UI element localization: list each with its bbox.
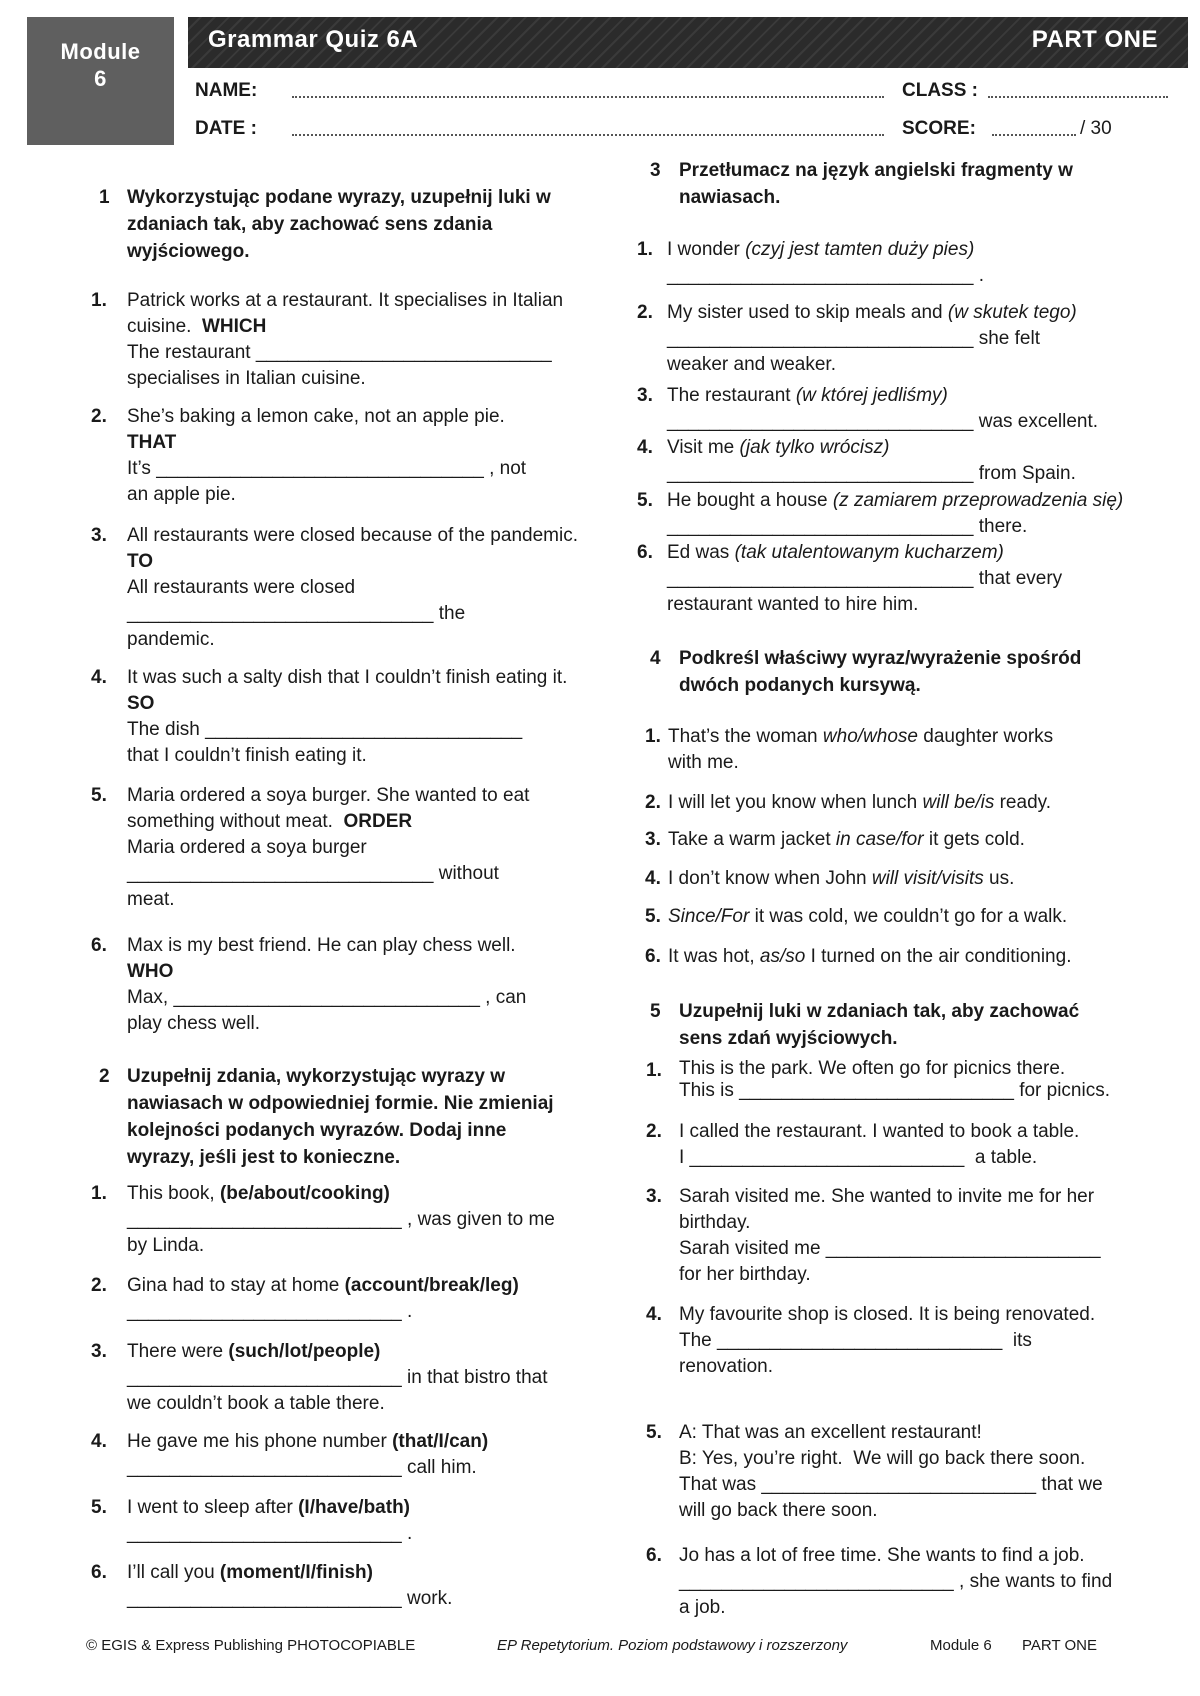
part-label: PART ONE: [1031, 26, 1158, 53]
score-field[interactable]: [992, 132, 1076, 136]
list-item: He gave me his phone number (that/I/can) __________________________ call him.: [127, 1431, 489, 1478]
score-total: / 30: [1080, 118, 1112, 139]
list-item: It was such a salty dish that I couldn’t finish eating it. SO The dish ______________________________ that I couldn’t finish eating it.: [127, 667, 573, 766]
list-item: Since/For it was cold, we couldn’t go for a walk.: [668, 906, 1068, 927]
date-field[interactable]: [292, 132, 884, 136]
list-item: He bought a house (z zamiarem przeprowadzenia się) _____________________________ there.: [667, 490, 1124, 537]
list-item: This book, (be/about/cooking) __________________________ , was given to me by Linda.: [127, 1183, 555, 1256]
list-item: Maria ordered a soya burger. She wanted to eat something without meat. ORDER Maria ordered a soya burger _____________________________ without meat.: [127, 785, 530, 910]
list-item: I wonder (czyj jest tamten duży pies) _____________________________ .: [667, 239, 984, 286]
quiz-title: Grammar Quiz 6A: [208, 26, 419, 53]
class-label: CLASS :: [902, 80, 978, 101]
footer-part: PART ONE: [1022, 1637, 1098, 1654]
section-4-number: 4: [650, 648, 661, 669]
name-field[interactable]: [292, 94, 884, 98]
list-item: All restaurants were closed because of the pandemic. TO All restaurants were closed _____________________________ the pandemic.: [127, 525, 584, 650]
list-item: Max is my best friend. He can play chess well. WHO Max, _____________________________ , can play chess well.: [127, 935, 527, 1034]
list-item: My sister used to skip meals and (w skutek tego) _____________________________ she felt weaker and weaker.: [667, 302, 1077, 375]
list-item: Visit me (jak tylko wrócisz) _____________________________ from Spain.: [667, 437, 1076, 484]
list-item: My favourite shop is closed. It is being renovated. The ___________________________ its renovation.: [679, 1304, 1096, 1377]
section-3-title: Przetłumacz na język angielski fragmenty w nawiasach.: [679, 160, 1073, 208]
list-item: Sarah visited me. She wanted to invite me for her birthday. Sarah visited me __________________________ for her birthday.: [679, 1186, 1101, 1285]
module-badge: [27, 17, 174, 145]
list-item: Take a warm jacket in case/for it gets cold.: [668, 829, 1025, 850]
name-label: NAME:: [195, 80, 258, 101]
list-item: There were (such/lot/people) __________________________ in that bistro that we couldn’t book a table there.: [127, 1341, 548, 1414]
list-item: I don’t know when John will visit/visits us.: [668, 868, 1015, 889]
footer-module: Module 6: [930, 1637, 992, 1654]
footer-copyright: © EGIS & Express Publishing PHOTOCOPIABLE: [86, 1637, 416, 1654]
list-item: Gina had to stay at home (account/break/leg) __________________________ .: [127, 1275, 519, 1322]
title-bar: [188, 17, 1188, 68]
list-item: I called the restaurant. I wanted to book a table. I __________________________ a table.: [679, 1121, 1080, 1168]
section-2-title: Uzupełnij zdania, wykorzystując wyrazy w nawiasach w odpowiedniej formie. Nie zmieniaj kolejności podanych wyrazów. Dodaj inne wyrazy, jeśli jest to konieczne.: [127, 1066, 554, 1168]
list-item: I will let you know when lunch will be/is ready.: [668, 792, 1052, 813]
list-item: Ed was (tak utalentowanym kucharzem) _____________________________ that every restaurant wanted to hire him.: [667, 542, 1063, 615]
list-item: This is the park. We often go for picnics there. This is __________________________ for picnics.: [679, 1058, 1110, 1101]
list-item: A: That was an excellent restaurant! B: Yes, you’re right. We will go back there soon. That was __________________________ that we will go back there soon.: [679, 1422, 1103, 1521]
list-item: That’s the woman who/whose daughter works with me.: [668, 726, 1054, 773]
list-item: The restaurant (w której jedliśmy) _____________________________ was excellent.: [667, 385, 1099, 432]
section-1-number: 1: [99, 187, 110, 208]
date-label: DATE :: [195, 118, 257, 139]
list-item: She’s baking a lemon cake, not an apple pie. THAT It’s _______________________________ , not an apple pie.: [127, 406, 527, 505]
section-1-title: Wykorzystując podane wyrazy, uzupełnij luki w zdaniach tak, aby zachować sens zdania wyjściowego.: [127, 187, 551, 262]
class-field[interactable]: [988, 94, 1168, 98]
module-number: 6: [94, 66, 107, 91]
list-item: I’ll call you (moment/I/finish) __________________________ work.: [127, 1562, 453, 1609]
module-label: Module: [60, 39, 141, 64]
section-2-number: 2: [99, 1066, 110, 1087]
list-item: I went to sleep after (I/have/bath) __________________________ .: [127, 1497, 413, 1544]
list-item: It was hot, as/so I turned on the air conditioning.: [668, 946, 1072, 967]
section-5-number: 5: [650, 1001, 661, 1022]
section-3-number: 3: [650, 160, 661, 181]
section-5-title: Uzupełnij luki w zdaniach tak, aby zachować sens zdań wyjściowych.: [679, 1001, 1080, 1049]
footer-book-title: EP Repetytorium. Poziom podstawowy i rozszerzony: [497, 1637, 848, 1654]
section-4-title: Podkreśl właściwy wyraz/wyrażenie spośród dwóch podanych kursywą.: [679, 648, 1082, 696]
list-item: Patrick works at a restaurant. It specialises in Italian cuisine. WHICH The restaurant ____________________________ specialises in Italian cuisine.: [127, 290, 564, 389]
list-item: Jo has a lot of free time. She wants to find a job. __________________________ , she wants to find a job.: [679, 1545, 1113, 1618]
score-label: SCORE:: [902, 118, 976, 139]
